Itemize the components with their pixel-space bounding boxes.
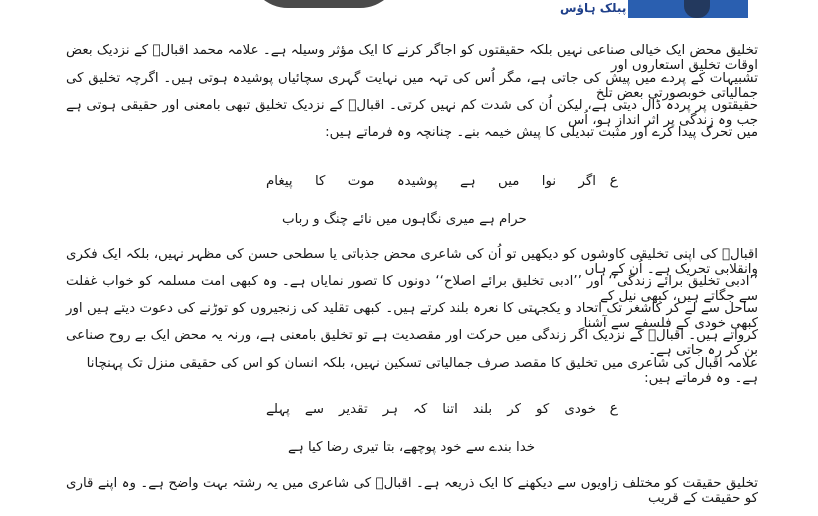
paragraph-1-line-4: میں تحرک پیدا کرے اور مثبت تبدیلی کا پیش خیمہ بنے۔ چنانچہ وہ فرماتے ہیں:	[325, 125, 758, 140]
paragraph-2-line-5: علامہ اقبال کی شاعری میں تخلیق کا مقصد صرف جمالیاتی تسکین نہیں، بلکہ انسان کو اس کی حقیقی منزل تک پہنچانا ہے۔ وہ فرماتے ہیں:	[86, 356, 758, 386]
paragraph-2-line-3: ساحل سے لے کر کاشغر تک اتحاد و یکجہتی کا نعرہ بلند کرتے ہیں۔ کبھی تقلید کی زنجیروں کو توڑنے کی دعوت دیتے ہیں اور کبھی خودی کے فلسفے سے آشنا	[66, 301, 758, 331]
paragraph-1-line-1: تخلیق محض ایک خیالی صناعی نہیں بلکہ حقیقتوں کو اجاگر کرنے کا ایک مؤثر وسیلہ ہے۔ علامہ محمد اقبالؒ کے نزدیک بعض اوقات تخلیق استعاروں اور	[66, 43, 758, 73]
portrait-shape	[684, 0, 710, 18]
verse-2-marker: ع	[609, 400, 618, 416]
header-graphic	[248, 0, 400, 8]
verse-1-marker: ع	[609, 172, 618, 188]
publisher-brand: پبلک ہاؤس	[560, 1, 627, 15]
verse-2-line-1: خودی کو کر بلند اتنا کہ ہر تقدیر سے پہلے	[266, 402, 596, 417]
paragraph-1-line-2: تشبیہات کے پردے میں پیش کی جاتی ہے، مگر اُس کی تہہ میں نہایت گہری سچائیاں پوشیدہ ہوتی ہیں۔ اگرچہ تخلیق کی جمالیاتی خوبصورتی بعض تلخ	[66, 71, 758, 101]
header-photo-strip	[628, 0, 748, 18]
paragraph-2-line-2: ’’ادبی تخلیق برائے زندگی‘‘ اور ’’ادبی تخلیق برائے اصلاح‘‘ دونوں کا تصور نمایاں ہے۔ وہ کبھی امت مسلمہ کو خواب غفلت سے جگاتے ہیں، کبھی نیل کے	[66, 274, 758, 304]
paragraph-2-line-4: کرواتے ہیں۔ اقبالؒ کے نزدیک اگر زندگی میں حرکت اور مقصدیت ہے تو تخلیق بامعنی ہے، ورنہ یہ محض ایک بے روح صناعی بن کر رہ جاتی ہے۔	[66, 328, 758, 358]
verse-1-line-2: حرام ہے میری نگاہوں میں نائے چنگ و رباب	[282, 212, 527, 227]
verse-2-line-2: خدا بندے سے خود پوچھے، بتا تیری رضا کیا ہے	[288, 440, 536, 455]
paragraph-1-line-3: حقیقتوں پر پردہ ڈال دیتی ہے، لیکن اُن کی شدت کم نہیں کرتی۔ اقبالؒ کے نزدیک تخلیق تبھی بامعنی اور حقیقی ہوتی ہے جب وہ زندگی پر اثر انداز ہو، اُس	[66, 98, 758, 128]
paragraph-2-line-1: اقبالؒ کی اپنی تخلیقی کاوشوں کو دیکھیں تو اُن کی شاعری محض جذباتی یا سطحی حسن کی مظہر نہیں، بلکہ ایک فکری وانقلابی تحریک ہے۔ اُن کے ہاں	[66, 247, 758, 277]
verse-1-line-1: اگر نوا میں ہے پوشیدہ موت کا پیغام	[266, 174, 596, 189]
paragraph-3-line-1: تخلیق حقیقت کو مختلف زاویوں سے دیکھنے کا ایک ذریعہ ہے۔ اقبالؒ کی شاعری میں یہ رشتہ بہت واضح ہے۔ وہ اپنے قاری کو حقیقت کے قریب	[66, 476, 758, 506]
